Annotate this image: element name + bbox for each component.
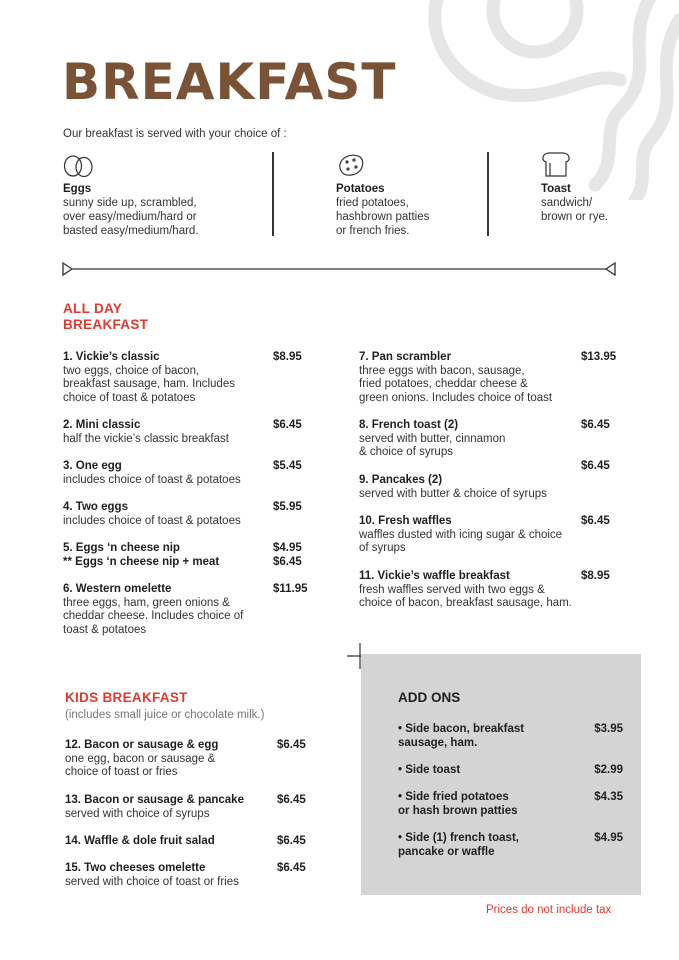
item-desc: green onions. Includes choice of toast bbox=[359, 391, 553, 404]
page-title: BREAKFAST bbox=[62, 53, 397, 111]
item-name: 12. Bacon or sausage & egg bbox=[65, 739, 219, 751]
item-name: 15. Two cheeses omelette bbox=[65, 862, 206, 874]
item-desc: choice of bacon, breakfast sausage, ham. bbox=[359, 597, 572, 610]
item-desc: fried potatoes, cheddar cheese & bbox=[359, 378, 528, 391]
eggs-icon bbox=[63, 152, 199, 180]
choice-toast-line: sandwich/ bbox=[541, 197, 593, 209]
item-name: 6. Western omelette bbox=[63, 583, 172, 595]
item-name: ** Eggs ‘n cheese nip + meat bbox=[63, 555, 220, 568]
item-price: $6.45 bbox=[277, 862, 306, 874]
item-desc: includes choice of toast & potatoes bbox=[63, 514, 241, 527]
menu-item bbox=[359, 419, 621, 460]
item-desc: & choice of syrups bbox=[359, 446, 453, 459]
choice-potatoes-line: hashbrown patties bbox=[336, 211, 430, 223]
addon-line: • Side toast bbox=[398, 764, 461, 776]
item-name: 13. Bacon or sausage & pancake bbox=[65, 794, 244, 806]
item-desc: one egg, bacon or sausage & bbox=[65, 752, 216, 765]
item-desc: served with butter, cinnamon bbox=[359, 432, 506, 445]
item-price: $6.45 bbox=[273, 419, 302, 431]
menu-item bbox=[359, 515, 621, 556]
menu-item bbox=[65, 794, 313, 821]
addon-line: sausage, ham. bbox=[398, 737, 478, 749]
item-desc: includes choice of toast & potatoes bbox=[63, 473, 241, 486]
divider bbox=[487, 152, 489, 236]
addon-price: $4.95 bbox=[594, 832, 623, 844]
choice-eggs-line: sunny side up, scrambled, bbox=[63, 197, 197, 209]
choice-eggs-line: basted easy/medium/hard. bbox=[63, 225, 199, 237]
item-name: 2. Mini classic bbox=[63, 419, 141, 431]
item-name: 9. Pancakes (2) bbox=[359, 474, 443, 486]
choice-eggs bbox=[63, 152, 199, 238]
item-desc: served with choice of syrups bbox=[65, 807, 210, 820]
menu-item bbox=[359, 351, 621, 405]
section-divider bbox=[62, 261, 616, 277]
addon-price: $2.99 bbox=[594, 764, 623, 776]
addon-item bbox=[398, 763, 623, 777]
item-price: $6.45 bbox=[581, 460, 610, 472]
item-desc: served with butter & choice of syrups bbox=[359, 487, 547, 500]
item-name: 7. Pan scrambler bbox=[359, 351, 452, 363]
choice-toast bbox=[541, 152, 608, 224]
item-price: $6.45 bbox=[581, 515, 610, 527]
menu-item bbox=[63, 583, 311, 637]
item-name: 8. French toast (2) bbox=[359, 419, 459, 431]
item-desc: choice of toast & potatoes bbox=[63, 391, 196, 404]
menu-item bbox=[65, 862, 313, 889]
item-price: $11.95 bbox=[273, 583, 308, 595]
toast-icon bbox=[541, 152, 608, 180]
item-name: 11. Vickie’s waffle breakfast bbox=[359, 570, 510, 582]
menu-item bbox=[65, 835, 313, 849]
addons-panel bbox=[361, 654, 641, 895]
choice-eggs-line: over easy/medium/hard or bbox=[63, 211, 197, 223]
item-desc: breakfast sausage, ham. Includes bbox=[63, 378, 235, 391]
choice-potatoes bbox=[336, 152, 429, 238]
kids-heading: KIDS BREAKFAST bbox=[65, 690, 188, 705]
item-price: $5.95 bbox=[273, 501, 302, 513]
menu-item bbox=[65, 739, 313, 780]
item-price: $6.45 bbox=[277, 739, 306, 751]
menu-item bbox=[63, 419, 311, 446]
addon-line: • Side (1) french toast, bbox=[398, 832, 519, 844]
item-desc: two eggs, choice of bacon, bbox=[63, 364, 200, 377]
menu-item bbox=[63, 501, 311, 528]
item-name: 1. Vickie’s classic bbox=[63, 351, 160, 363]
item-desc: served with choice of toast or fries bbox=[65, 875, 239, 888]
item-price: $5.45 bbox=[273, 460, 302, 472]
addons-heading: ADD ONS bbox=[398, 690, 461, 705]
item-price: $6.45 bbox=[581, 419, 610, 431]
all-day-heading bbox=[63, 301, 148, 333]
item-desc: of syrups bbox=[359, 542, 406, 555]
item-desc: half the vickie’s classic breakfast bbox=[63, 432, 229, 445]
item-desc: choice of toast or fries bbox=[65, 766, 178, 779]
item-price: $13.95 bbox=[581, 351, 617, 363]
addon-price: $3.95 bbox=[594, 723, 623, 735]
item-desc: fresh waffles served with two eggs & bbox=[359, 583, 545, 596]
intro-text: Our breakfast is served with your choice of : bbox=[63, 128, 287, 140]
menu-item bbox=[63, 542, 311, 569]
addon-line: pancake or waffle bbox=[398, 846, 495, 858]
item-desc: waffles dusted with icing sugar & choice bbox=[359, 528, 563, 541]
choice-potatoes-line: fried potatoes, bbox=[336, 197, 409, 209]
addon-line: • Side fried potatoes bbox=[398, 791, 509, 803]
choice-potatoes-line: or french fries. bbox=[336, 225, 410, 237]
item-price: $8.95 bbox=[581, 570, 610, 582]
addon-price: $4.35 bbox=[594, 791, 623, 803]
tax-note: Prices do not include tax bbox=[486, 904, 612, 916]
item-name: 3. One egg bbox=[63, 460, 122, 472]
addon-item bbox=[398, 790, 623, 818]
item-name: 10. Fresh waffles bbox=[359, 515, 452, 527]
item-price: $4.95 bbox=[273, 542, 302, 554]
item-desc: cheddar cheese. Includes choice of bbox=[63, 610, 244, 623]
choice-potatoes-name: Potatoes bbox=[336, 183, 385, 195]
choice-eggs-name: Eggs bbox=[63, 183, 92, 195]
all-day-heading-line: BREAKFAST bbox=[63, 317, 149, 332]
addon-item bbox=[398, 831, 623, 859]
item-name: 14. Waffle & dole fruit salad bbox=[65, 835, 215, 847]
kids-subheading: (includes small juice or chocolate milk.) bbox=[65, 709, 265, 721]
addon-line: • Side bacon, breakfast bbox=[398, 723, 525, 735]
all-day-heading-line: ALL DAY bbox=[63, 301, 123, 316]
addon-item bbox=[398, 722, 623, 750]
item-name: 4. Two eggs bbox=[63, 501, 128, 513]
item-name: 5. Eggs ‘n cheese nip bbox=[63, 542, 180, 554]
item-price: $6.45 bbox=[273, 555, 302, 568]
item-desc: three eggs, ham, green onions & bbox=[63, 596, 230, 609]
menu-item bbox=[63, 351, 311, 405]
menu-item bbox=[359, 570, 621, 611]
item-price: $6.45 bbox=[277, 794, 306, 806]
potato-icon bbox=[336, 152, 429, 180]
menu-item bbox=[359, 460, 621, 501]
choice-toast-line: brown or rye. bbox=[541, 211, 609, 223]
item-price: $8.95 bbox=[273, 351, 302, 363]
menu-item bbox=[63, 460, 311, 487]
divider bbox=[272, 152, 274, 236]
item-desc: three eggs with bacon, sausage, bbox=[359, 364, 525, 377]
choice-toast-name: Toast bbox=[541, 183, 571, 195]
addon-line: or hash brown patties bbox=[398, 805, 518, 817]
item-desc: toast & potatoes bbox=[63, 623, 147, 636]
item-price: $6.45 bbox=[277, 835, 306, 847]
